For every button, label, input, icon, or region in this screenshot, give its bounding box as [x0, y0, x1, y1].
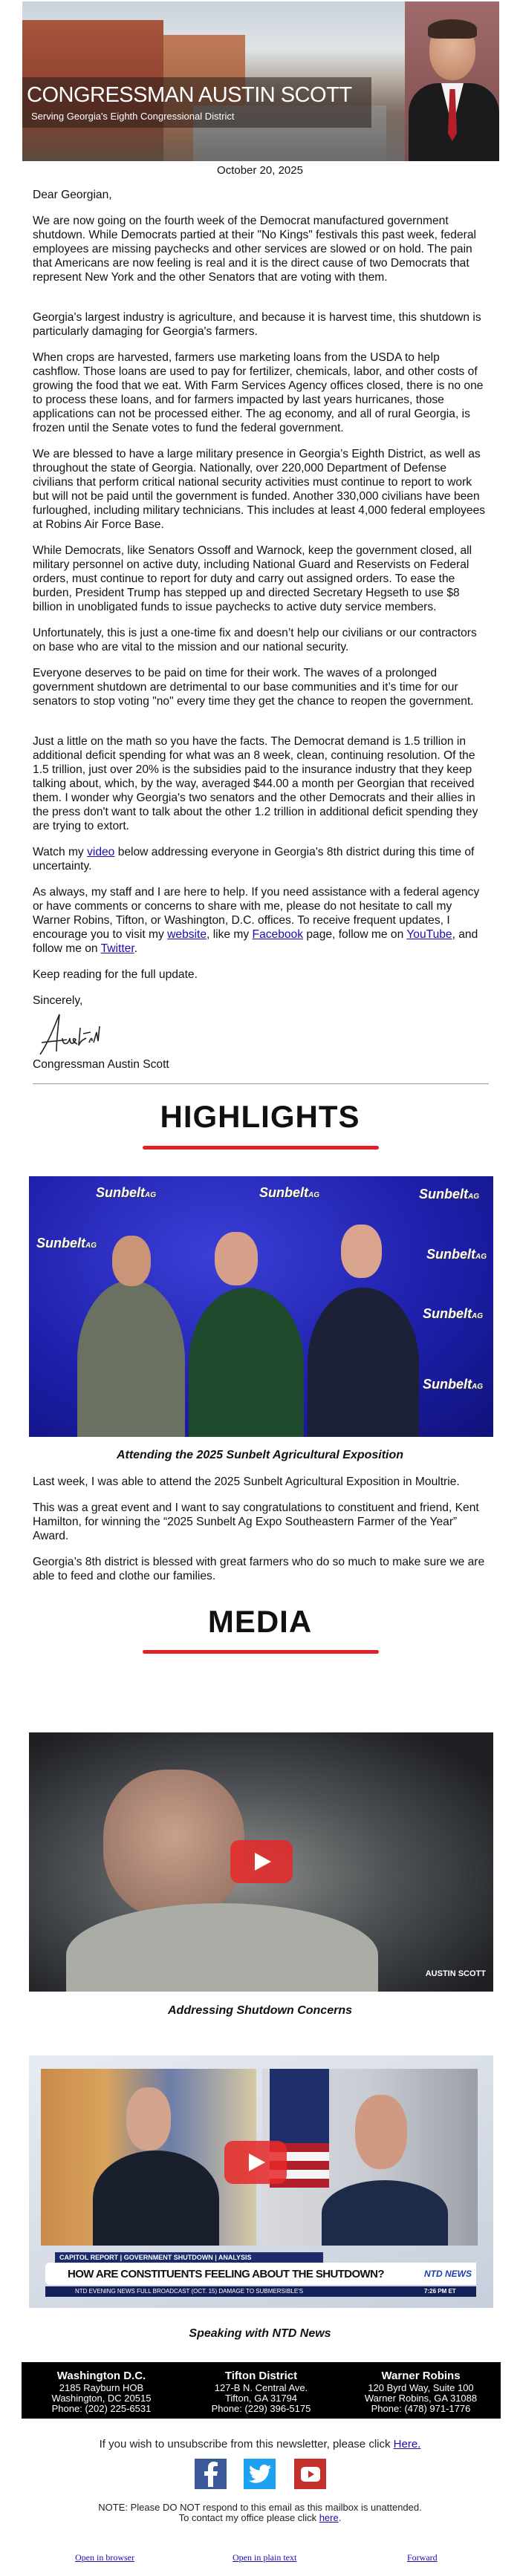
- sunbelt-logo: SunbeltAG: [259, 1185, 319, 1200]
- banner-title: CONGRESSMAN AUSTIN SCOTT: [27, 83, 352, 107]
- letter-paragraph: Georgia's largest industry is agriculture, and because it is harvest time, this shutdown is particularly damaging for Georgia's farmers.: [33, 311, 481, 338]
- sunbelt-logo: SunbeltAG: [419, 1187, 479, 1201]
- play-button-icon[interactable]: [230, 1840, 293, 1883]
- signature-image: [34, 1011, 101, 1056]
- ticker-time: 7:26 PM ET: [424, 2288, 456, 2295]
- twitter-link[interactable]: Twitter: [100, 942, 134, 955]
- closing: Sincerely,: [33, 994, 83, 1007]
- contact-office-link[interactable]: here: [319, 2512, 339, 2523]
- video-link[interactable]: video: [87, 846, 115, 858]
- video-thumbnail-ntd[interactable]: [29, 2055, 493, 2308]
- play-button-icon[interactable]: [224, 2141, 287, 2184]
- greeting: Dear Georgian,: [33, 189, 112, 201]
- sunbelt-logo: SunbeltAG: [423, 1377, 483, 1392]
- letter-paragraph: Just a little on the math so you have the facts. The Democrat demand is 1.5 trillion in additional deficit spending for what was an 8 week, clean, continuing resolution. Of the 1.5 trillion, just over 20% is the subsidies paid to the insurance industry that they keep talking about, which, by the way, averaged $44.00 a month per Georgian that received them. I wonder why Georgia's two senators and the other Democrats and their allies in the press don't want to talk about the other 1.2 trillion in additional deficit spending they are trying to extort.: [33, 735, 478, 832]
- letter-paragraph: We are blessed to have a large military presence in Georgia’s Eighth District, as well as throughout the state of Georgia. Nationally, over 220,000 Department of Defense civilians that perform critical national security activities must continue to report to work but will not be paid until the government is funded. Another 330,000 civilians have been furloughed, including military technicians. This includes at least 4,000 federal employees at Robins Air Force Base.: [33, 448, 486, 531]
- media-heading: MEDIA: [207, 1604, 313, 1639]
- sunbelt-logo: SunbeltAG: [426, 1247, 487, 1262]
- office-contacts: [22, 2362, 501, 2419]
- office-warner-robins: Warner Robins 120 Byrd Way, Suite 100 Warner Robins, GA 31088 Phone: (478) 971-1776: [364, 2370, 478, 2414]
- unsubscribe-link[interactable]: Here.: [393, 2438, 421, 2451]
- video-watermark: AUSTIN SCOTT: [425, 1969, 486, 1978]
- letter-paragraph: While Democrats, like Senators Ossoff and Warnock, keep the government closed, all military personnel on active duty, including National Guard and Reservists on Federal orders, must continue to report for duty and carry out assigned orders. To ease the burden, President Trump has stepped up and directed Secretary Hegseth to use $8 billion in unobligated funds to issue paychecks to active duty service members.: [33, 544, 472, 613]
- congressman-portrait: [409, 16, 499, 161]
- facebook-link[interactable]: Facebook: [252, 928, 304, 941]
- help-paragraph: As always, my staff and I are here to help. If you need assistance with a federal agency or have comments or concerns to share with me, please do not hesitate to call my Warner Robins, Tifton, or Washington, D.C. offices. To receive frequent updates, I encourage you to visit my website, like my Facebook page, follow me on YouTube, and follow me on Twitter.: [33, 886, 480, 955]
- office-tifton: Tifton District 127-B N. Central Ave. Tifton, GA 31794 Phone: (229) 396-5175: [211, 2370, 311, 2414]
- chyron-headline: HOW ARE CONSTITUENTS FEELING ABOUT THE SHUTDOWN?: [68, 2267, 384, 2280]
- watch-video-paragraph: Watch my video below addressing everyone in Georgia's 8th district during this time of uncertainty.: [33, 846, 475, 873]
- unsubscribe-text: If you wish to unsubscribe from this newsletter, please click Here.: [99, 2438, 421, 2451]
- letter-paragraph: Everyone deserves to be paid on time for their work. The waves of a prolonged government shutdown are detrimental to our base communities and it’s time for our senators to stop voting "no" every time they get the chance to reopen the government.: [33, 667, 474, 708]
- video-caption: Addressing Shutdown Concerns: [167, 2004, 352, 2017]
- highlights-heading: HIGHLIGHTS: [160, 1099, 360, 1134]
- sunbelt-expo-photo: [29, 1176, 493, 1437]
- letter-paragraph: We are now going on the fourth week of the Democrat manufactured government shutdown. While Democrats partied at their "No Kings" festivals this past week, federal employees are missing paychecks and other services are slowed or on hold. The pain that Americans are now feeling is real and it is the direct cause of two Democrats that represent New York and the other Senators that are voting with them.: [33, 215, 476, 284]
- open-plain-text-link[interactable]: Open in plain text: [233, 2552, 297, 2563]
- twitter-icon[interactable]: [244, 2459, 276, 2489]
- banner-subtitle: Serving Georgia's Eighth Congressional District: [31, 111, 235, 122]
- sunbelt-logo: SunbeltAG: [96, 1185, 156, 1200]
- open-in-browser-link[interactable]: Open in browser: [75, 2552, 134, 2563]
- ntd-news-logo: NTD NEWS: [424, 2268, 472, 2279]
- video-caption: Speaking with NTD News: [189, 2327, 331, 2340]
- facebook-icon[interactable]: [195, 2459, 227, 2489]
- signer-name: Congressman Austin Scott: [33, 1058, 169, 1071]
- photo-caption: Attending the 2025 Sunbelt Agricultural Exposition: [116, 1449, 404, 1461]
- youtube-icon[interactable]: [294, 2459, 326, 2489]
- do-not-reply-note: NOTE: Please DO NOT respond to this email as this mailbox is unattended. To contact my office please click here.: [98, 2502, 422, 2523]
- highlight-paragraph: Georgia’s 8th district is blessed with great farmers who do so much to make sure we are able to feed and clothe our families.: [33, 1556, 485, 1582]
- header-banner: [22, 1, 499, 161]
- office-washington: Washington D.C. 2185 Rayburn HOB Washington, DC 20515 Phone: (202) 225-6531: [51, 2370, 152, 2414]
- sunbelt-logo: SunbeltAG: [423, 1306, 483, 1321]
- sunbelt-logo: SunbeltAG: [36, 1236, 97, 1250]
- news-ticker: NTD EVENING NEWS FULL BROADCAST (OCT. 15) DAMAGE TO SUBMERSIBLE'S: [75, 2288, 304, 2295]
- letter-paragraph: Unfortunately, this is just a one-time fix and doesn’t help our civilians or our contractors on base who are vital to the mission and our national security.: [33, 627, 477, 653]
- heading-underline: [143, 1650, 379, 1654]
- divider: [33, 1083, 489, 1084]
- highlight-paragraph: Last week, I was able to attend the 2025 Sunbelt Agricultural Exposition in Moultrie.: [33, 1476, 460, 1488]
- newsletter-date: October 20, 2025: [217, 164, 303, 177]
- chyron-top: CAPITOL REPORT | GOVERNMENT SHUTDOWN | ANALYSIS: [55, 2252, 323, 2263]
- website-link[interactable]: website: [167, 928, 207, 941]
- keep-reading: Keep reading for the full update.: [33, 968, 198, 981]
- heading-underline: [143, 1146, 379, 1150]
- forward-link[interactable]: Forward: [407, 2552, 438, 2563]
- video-thumbnail-shutdown[interactable]: [29, 1732, 493, 1992]
- youtube-link[interactable]: YouTube: [406, 928, 452, 941]
- letter-paragraph: When crops are harvested, farmers use marketing loans from the USDA to help cashflow. Those loans are used to pay for fertilizer, chemicals, labor, and other costs of growing the food that we eat. With Farm Services Agency offices closed, there is no one to process these loans, and for farmers impacted by last years hurricanes, those applications can not be processed either. The ag economy, and all of rural Georgia, is frozen until the Senate votes to fund the federal government.: [33, 351, 484, 434]
- highlight-paragraph: This was a great event and I want to say congratulations to constituent and friend, Kent Hamilton, for winning the “2025 Sunbelt Ag Expo Southeastern Farmer of the Year” Award.: [33, 1501, 479, 1542]
